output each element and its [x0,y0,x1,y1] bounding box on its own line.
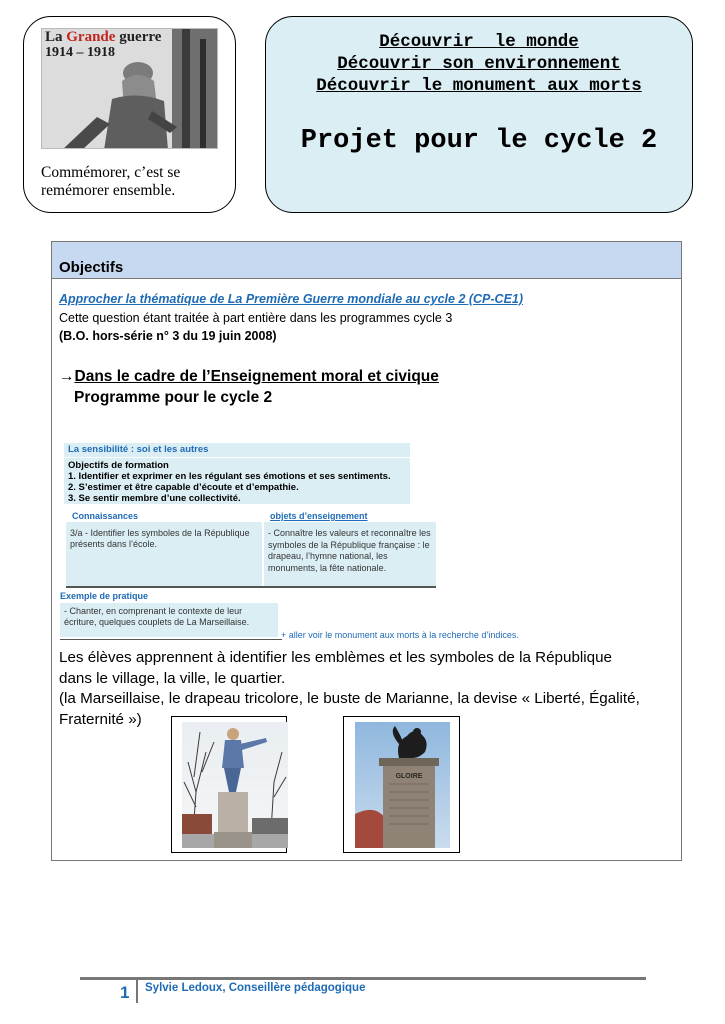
title-line-2: Découvrir son environnement [337,54,621,74]
paragraph-line: dans le village, la ville, le quartier. [59,669,286,687]
page-number: 1 [120,983,130,1002]
knowledge-cell: 3/a - Identifier les symboles de la République présents dans l’école. [66,522,262,586]
poster-title [45,30,175,60]
theme-link[interactable]: Approcher la thématique de La Première Guerre mondiale au cycle 2 (CP-CE1) [59,292,524,306]
footer-rule [80,977,646,980]
example-cell: - Chanter, en comprenant le contexte de leur écriture, quelques couplets de La Marseillaise. [60,603,278,637]
visit-note: + aller voir le monument aux morts à la recherche d’indices. [281,630,519,640]
emc-heading [59,368,439,386]
objectives-title: Objectifs de formation [68,460,169,471]
example-divider [60,639,282,640]
paragraph-line: Fraternité ») [59,710,142,728]
footer-separator [136,979,138,1003]
table-divider [66,586,436,588]
objective-item: 1. Identifier et exprimer en les régulant ses émotions et ses sentiments. [68,471,391,482]
rooster-monument-image [355,722,450,848]
grande-guerre-poster-image [41,28,218,149]
arrow-icon: → [59,368,75,385]
poster-years: 1914 – 1918 [45,45,115,60]
programme-table-image [60,440,550,645]
title-line-1: Découvrir le monde [379,32,579,52]
emc-heading-text: Dans le cadre de l’Enseignement moral et civique [74,368,439,385]
objective-item: 2. S’estimer et être capable d’écoute et d’empathie. [68,482,299,493]
example-header: Exemple de pratique [60,591,149,601]
monument-inscription: GLOIRE [395,773,423,780]
knowledge-column-header: Connaissances [72,511,139,521]
teaching-column-header: objets d’enseignement [270,511,368,521]
theme-note: Cette question étant traitée à part entière dans les programmes cycle 3 [59,311,453,325]
project-title: Projet pour le cycle 2 [300,126,658,156]
rooster-monument-photo [355,722,450,848]
paragraph-line: Les élèves apprennent à identifier les emblèmes et les symboles de la République [59,649,612,666]
left-caption: Commémorer, c’est se remémorer ensemble. [41,164,181,199]
objectives-heading: Objectifs [59,259,124,276]
poster-title-guerre: guerre [115,29,162,45]
soldier-monument-photo [182,722,288,848]
title-card-lines [265,31,693,97]
footer-author: Sylvie Ledoux, Conseillère pédagogique [145,982,366,994]
emc-subheading: Programme pour le cycle 2 [74,389,273,406]
poster-title-grande: Grande [66,29,116,45]
bo-reference: (B.O. hors-série n° 3 du 19 juin 2008) [59,329,277,343]
soldier-monument-image [182,722,288,848]
objective-item: 3. Se sentir membre d’une collectivité. [68,493,241,504]
objectives-header-bar [52,242,681,279]
poster-title-la: La [45,29,67,45]
title-line-3: Découvrir le monument aux morts [316,76,642,96]
programme-header: La sensibilité : soi et les autres [64,443,410,457]
teaching-cell: - Connaître les valeurs et reconnaître les symboles de la République française : le drapeau, l’hymne national, les monuments, la fête nationale. [264,522,436,586]
paragraph-line: (la Marseillaise, le drapeau tricolore, le buste de Marianne, la devise « Liberté, Égalité, [59,690,640,707]
